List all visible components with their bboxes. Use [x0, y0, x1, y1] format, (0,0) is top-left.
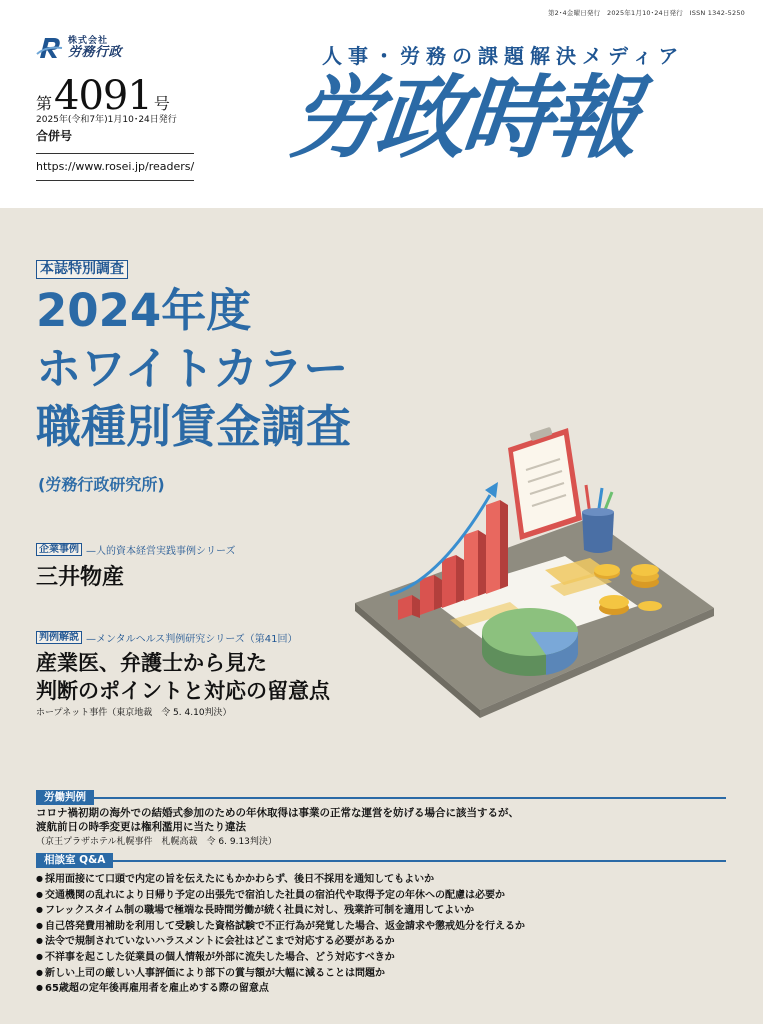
- labor-case-citation: （京王プラザホテル札幌事件 札幌高裁 令 6. 9.13判決）: [36, 837, 277, 847]
- salary-chart-illustration: [350, 420, 720, 720]
- qa-label: 相談室 Q&A: [36, 853, 113, 868]
- divider: [36, 153, 194, 154]
- issue-number: [36, 73, 170, 119]
- trend-arrow-head: [485, 482, 498, 498]
- qa-list: [36, 872, 525, 997]
- divider: [36, 797, 726, 799]
- readers-url-link[interactable]: https://www.rosei.jp/readers/: [36, 160, 195, 173]
- combined-issue-label: 合併号: [36, 129, 73, 143]
- feature-subtitle: (労務行政研究所): [38, 475, 165, 494]
- case-study-series: —人的資本経営実践事例シリーズ: [86, 546, 236, 557]
- judgment-tag: 判例解説: [36, 631, 82, 644]
- issue-suffix: 号: [153, 94, 170, 113]
- case-study-tag: 企業事例: [36, 543, 82, 556]
- qa-item: ● 自己啓発費用補助を利用して受験した資格試験で不正行為が発覚した場合、返金請求や懲戒処分を行えるか: [36, 919, 525, 935]
- feature-title-line: 2024年度: [36, 284, 252, 337]
- qa-item: ● 不祥事を起こした従業員の個人情報が外部に流失した場合、どう対応すべきか: [36, 950, 525, 966]
- qa-item: ● 新しい上司の厳しい人事評価により部下の賞与額が大幅に減ることは問題か: [36, 966, 525, 982]
- qa-item: ● 交通機関の乱れにより日帰り予定の出張先で宿泊した社員の宿泊代や取得予定の年休への配慮は必要か: [36, 888, 525, 904]
- divider: [36, 860, 726, 862]
- qa-item: ● 法令で規制されていないハラスメントに会社はどこまで対応する必要があるか: [36, 934, 525, 950]
- clipboard: [508, 427, 582, 540]
- qa-item: ● 65歳超の定年後再雇用者を雇止めする際の留意点: [36, 981, 525, 997]
- labor-case-line: 渡航前日の時季変更は権利濫用に当たり違法: [36, 821, 246, 833]
- judgment-case: ホープネット事件（東京地裁 令 5. 4.10判決）: [36, 708, 232, 718]
- publisher-kaisha: 株式会社: [68, 36, 109, 46]
- labor-case-label: 労働判例: [36, 790, 94, 805]
- publisher-name: 労務行政: [68, 45, 123, 60]
- publisher-logo: [36, 34, 122, 62]
- masthead-title: 労政時報: [285, 66, 641, 171]
- issue-prefix: 第: [36, 94, 53, 113]
- labor-case-line: コロナ禍初期の海外での結婚式参加のための年休取得は事業の正常な運営を妨げる場合に該当するが、: [36, 807, 519, 819]
- feature-title-line: ホワイトカラー: [36, 342, 349, 395]
- judgment-title-line: 判断のポイントと対応の留意点: [36, 679, 330, 703]
- cover-header: [0, 0, 763, 208]
- feature-tag: 本誌特別調査: [36, 260, 128, 279]
- judgment-title-line: 産業医、弁護士から見た: [36, 651, 267, 675]
- case-study-header: [36, 542, 236, 557]
- qa-item: ● 採用面接にて口頭で内定の旨を伝えたにもかかわらず、後日不採用を通知してもよいか: [36, 872, 525, 888]
- issue-date: 2025年(令和7年)1月10･24日発行: [36, 115, 177, 125]
- divider: [36, 180, 194, 181]
- qa-item: ● フレックスタイム制の職場で極端な長時間労働が続く社員に対し、残業許可制を適用してよいか: [36, 903, 525, 919]
- tagline: 人事・労務の課題解決メディア: [322, 44, 685, 68]
- pie-chart-3d: [482, 608, 578, 676]
- feature-title: [36, 282, 351, 456]
- feature-title-line: 職種別賃金調査: [36, 400, 352, 453]
- issue-meta: 第2･4金曜日発行 2025年1月10･24日発行 ISSN 1342-5250: [547, 9, 745, 17]
- issue-number-value: 4091: [54, 73, 152, 119]
- judgment-title: [36, 649, 330, 705]
- judgment-header: [36, 630, 298, 645]
- case-study-title: 三井物産: [36, 565, 125, 590]
- judgment-series: —メンタルヘルス判例研究シリーズ（第41回）: [86, 634, 298, 645]
- publisher-r-icon: [36, 34, 64, 62]
- pencil-cup: [582, 485, 614, 553]
- labor-case-text: [36, 806, 519, 834]
